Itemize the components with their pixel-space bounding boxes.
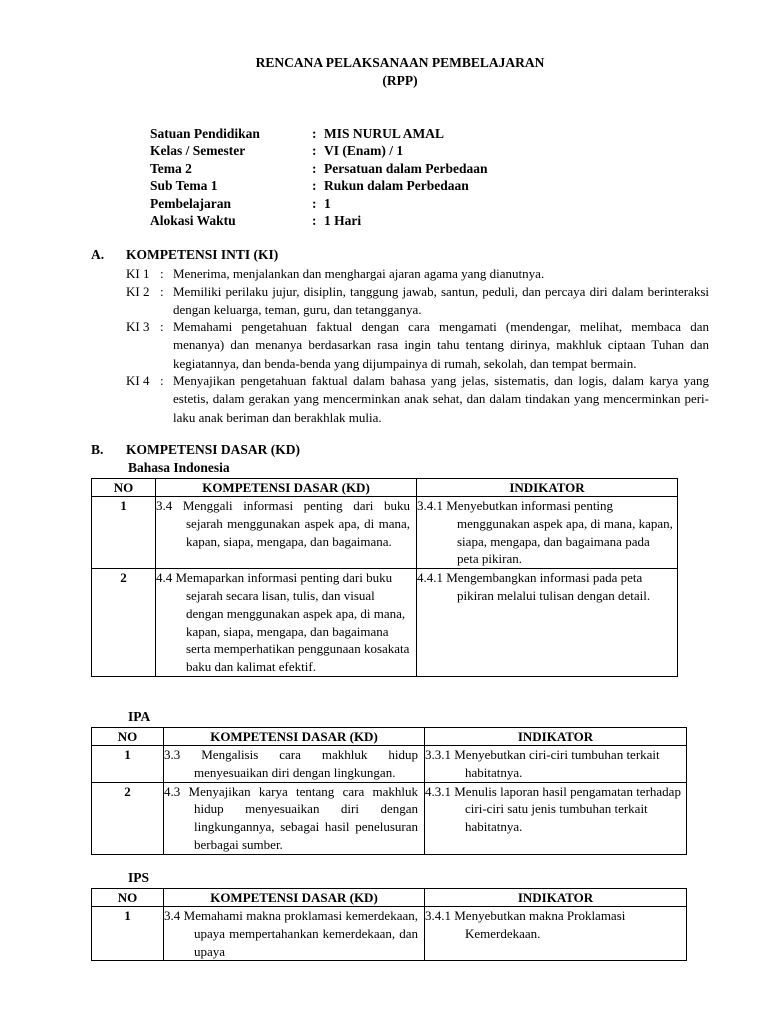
kd-cell: 3.4 Memahami makna proklamasi kemerdekaan, upaya mempertahankan kemerdekaan, dan upaya [164, 907, 425, 961]
table-row [92, 746, 687, 783]
identity-value: MIS NURUL AMAL [324, 126, 445, 141]
kd-table [91, 727, 687, 855]
row-number: 2 [92, 782, 164, 854]
header-indikator: INDIKATOR [425, 728, 687, 746]
identity-value: Persatuan dalam Perbedaan [324, 161, 488, 176]
subject-heading: IPS [128, 870, 150, 885]
identity-value: 1 Hari [324, 213, 362, 228]
table-header-row [92, 728, 687, 746]
header-kd: KOMPETENSI DASAR (KD) [164, 889, 425, 907]
header-no: NO [92, 728, 164, 746]
kd-table [91, 478, 678, 677]
section-a-letter: A. [91, 247, 105, 262]
ki-label: KI 3 [126, 319, 150, 334]
indikator-cell: 3.3.1 Menyebutkan ciri-ciri tumbuhan terkait habitatnya. [425, 746, 687, 783]
table-header-row [92, 479, 678, 497]
identity-label: Alokasi Waktu [150, 213, 236, 228]
indikator-cell: 4.3.1 Menulis laporan hasil pengamatan terhadap ciri-ciri satu jenis tumbuhan terkait habitatnya. [425, 782, 687, 854]
indikator-cell: 3.4.1 Menyebutkan makna Proklamasi Kemerdekaan. [425, 907, 687, 961]
header-indikator: INDIKATOR [417, 479, 678, 497]
section-b-heading: KOMPETENSI DASAR (KD) [126, 442, 301, 457]
kd-cell: 3.3 Mengalisis cara makhluk hidup menyesuaikan diri dengan lingkungan. [164, 746, 425, 783]
identity-value: 1 [324, 196, 331, 211]
identity-label: Tema 2 [150, 161, 192, 176]
row-number: 2 [92, 569, 156, 677]
header-kd: KOMPETENSI DASAR (KD) [156, 479, 417, 497]
identity-colon: : [312, 213, 317, 228]
identity-colon: : [312, 143, 317, 158]
table-row [92, 907, 687, 961]
identity-value: VI (Enam) / 1 [324, 143, 404, 158]
identity-value: Rukun dalam Perbedaan [324, 178, 469, 193]
header-indikator: INDIKATOR [425, 889, 687, 907]
table-header-row [92, 889, 687, 907]
identity-colon: : [312, 178, 317, 193]
row-number: 1 [92, 907, 164, 961]
table-row [92, 497, 678, 569]
indikator-cell: 3.4.1 Menyebutkan informasi penting menggunakan aspek apa, di mana, kapan, siapa, mengapa, dan bagaimana pada peta pikiran. [417, 497, 678, 569]
table-row [92, 569, 678, 677]
document-subtitle: (RPP) [382, 73, 418, 88]
section-a-heading: KOMPETENSI INTI (KI) [126, 247, 279, 262]
kd-table [91, 888, 687, 961]
ki-colon: : [160, 373, 164, 388]
indikator-cell: 4.4.1 Mengembangkan informasi pada peta pikiran melalui tulisan dengan detail. [417, 569, 678, 677]
ki-label: KI 4 [126, 373, 150, 388]
identity-label: Pembelajaran [150, 196, 231, 211]
identity-colon: : [312, 196, 317, 211]
ki-colon: : [160, 284, 164, 299]
subject-heading: Bahasa Indonesia [128, 460, 230, 475]
row-number: 1 [92, 746, 164, 783]
identity-label: Kelas / Semester [150, 143, 246, 158]
header-kd: KOMPETENSI DASAR (KD) [164, 728, 425, 746]
identity-label: Satuan Pendidikan [150, 126, 260, 141]
ki-text: Memiliki perilaku jujur, disiplin, tanggung jawab, santun, peduli, dan percaya diri dalam berinteraksi dengan keluarga, teman, guru, dan tetangganya. [173, 284, 709, 318]
identity-colon: : [312, 126, 317, 141]
ki-text: Menerima, menjalankan dan menghargai ajaran agama yang dianutnya. [173, 266, 545, 281]
header-no: NO [92, 479, 156, 497]
kd-cell: 3.4 Menggali informasi penting dari buku sejarah menggunakan aspek apa, di mana, kapan, siapa, mengapa, dan bagaimana. [156, 497, 417, 569]
ki-text: Memahami pengetahuan faktual dengan cara mengamati (mendengar, melihat, membaca dan menanya) dan menanya berdasarkan rasa ingin tahu tentang dirinya, makhluk ciptaan Tuhan dan kegiatannya, dan benda-benda yang dijumpainya di rumah, sekolah, dan tempat bermain. [173, 319, 709, 371]
ki-colon: : [160, 319, 164, 334]
header-no: NO [92, 889, 164, 907]
ki-colon: : [160, 266, 164, 281]
identity-colon: : [312, 161, 317, 176]
ki-label: KI 1 [126, 266, 150, 281]
identity-label: Sub Tema 1 [150, 178, 218, 193]
row-number: 1 [92, 497, 156, 569]
kd-cell: 4.3 Menyajikan karya tentang cara makhluk hidup menyesuaikan diri dengan lingkungannya, sebagai hasil penelusuran berbagai sumber. [164, 782, 425, 854]
subject-heading: IPA [128, 709, 151, 724]
ki-text: Menyajikan pengetahuan faktual dalam bahasa yang jelas, sistematis, dan logis, dalam karya yang estetis, dalam gerakan yang mencerminkan anak sehat, dan dalam tindakan yang mencerminkan peri-laku anak beriman dan berakhlak mulia. [173, 373, 709, 425]
ki-label: KI 2 [126, 284, 150, 299]
document-title: RENCANA PELAKSANAAN PEMBELAJARAN [255, 55, 545, 70]
section-b-letter: B. [91, 442, 104, 457]
table-row [92, 782, 687, 854]
kd-cell: 4.4 Memaparkan informasi penting dari buku sejarah secara lisan, tulis, dan visual dengan menggunakan aspek apa, di mana, kapan, siapa, mengapa, dan bagaimana serta memperhatikan penggunaan kosakata baku dan kalimat efektif. [156, 569, 417, 677]
